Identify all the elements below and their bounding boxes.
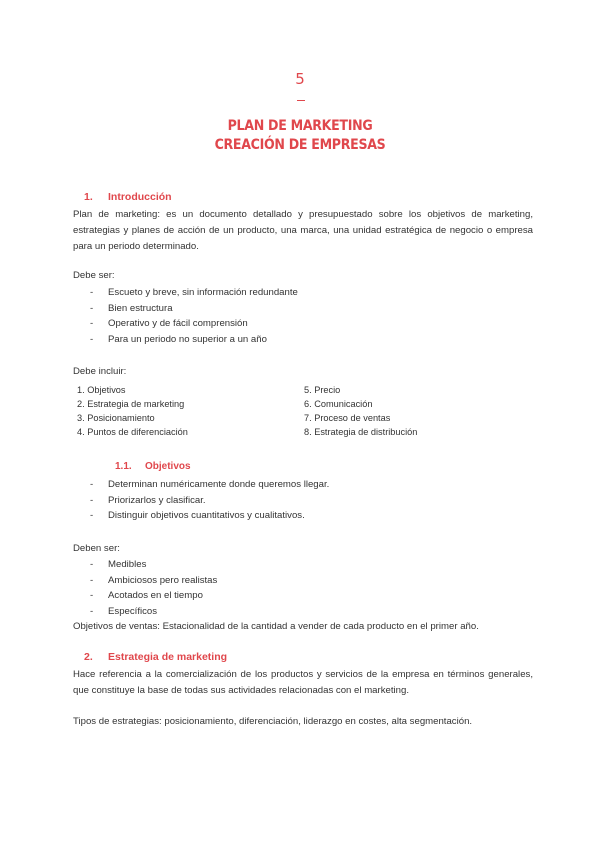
list-item: 1. Objetivos <box>77 385 126 395</box>
bullet-dash: - <box>90 333 94 345</box>
bullet-dash: - <box>90 494 94 506</box>
debe-ser-list <box>90 285 298 347</box>
list-item: - Ambiciosos pero realistas <box>90 573 217 589</box>
list-item: 6. Comunicación <box>304 399 373 409</box>
section-2-title: Estrategia de marketing <box>108 651 228 663</box>
list-item: 2. Estrategia de marketing <box>77 399 185 409</box>
list-item: 4. Puntos de diferenciación <box>77 427 188 437</box>
list-item: - Bien estructura <box>90 301 298 317</box>
bullet-dash: - <box>90 318 94 329</box>
page-number: 5 <box>295 70 305 88</box>
list-item: 7. Proceso de ventas <box>304 413 391 423</box>
objetivos-ventas: Objetivos de ventas: Estacionalidad de la cantidad a vender de cada producto en el primer año. <box>73 621 479 632</box>
list-item: - Escueto y breve, sin información redundante <box>90 285 298 301</box>
bullet-dash: - <box>90 605 94 617</box>
list-item: 3. Posicionamiento <box>77 413 155 423</box>
list-item: 5. Precio <box>304 385 341 395</box>
list-item: - Específicos <box>90 604 217 620</box>
list-item: - Operativo y de fácil comprensión <box>90 316 298 332</box>
debe-incluir-label: Debe incluir: <box>73 366 127 377</box>
list-item: - Medibles <box>90 557 217 573</box>
bullet-dash: - <box>90 559 94 570</box>
section-1-title: Introducción <box>108 191 172 203</box>
list-item: - Distinguir objetivos cuantitativos y cualitativos. <box>90 508 329 524</box>
debe-incluir-list-right <box>304 383 417 439</box>
list-item: - Para un periodo no superior a un año <box>90 332 298 348</box>
debe-ser-label: Debe ser: <box>73 270 115 281</box>
list-item: 8. Estrategia de distribución <box>304 427 418 437</box>
list-item: - Priorizarlos y clasificar. <box>90 493 329 509</box>
list-item: - Acotados en el tiempo <box>90 588 217 604</box>
page-number-rule <box>297 100 305 101</box>
bullet-dash: - <box>90 302 94 314</box>
deben-ser-label: Deben ser: <box>73 543 120 554</box>
tipos-estrategias: Tipos de estrategias: posicionamiento, diferenciación, liderazgo en costes, alta segmentación. <box>73 716 473 727</box>
section-2-number: 2. <box>84 651 93 663</box>
section-1-1-number: 1.1. <box>115 461 132 472</box>
objetivos-list <box>90 477 329 524</box>
section-1-number: 1. <box>84 191 93 203</box>
bullet-dash: - <box>90 479 94 490</box>
list-item: - Determinan numéricamente donde queremos llegar. <box>90 477 329 493</box>
bullet-dash: - <box>90 590 94 601</box>
section-1-paragraph: Plan de marketing: es un documento detallado y presupuestado sobre los objetivos de marketing, estrategias y planes de acción de un producto, una marca, una unidad estratégica de negocio o empresa para un periodo determinado. <box>73 209 533 252</box>
bullet-dash: - <box>90 510 94 521</box>
section-1-1-title: Objetivos <box>145 461 191 472</box>
section-2-paragraph: Hace referencia a la comercialización de los productos y servicios de la empresa en términos generales, que constituye la base de todas sus actividades relacionadas con el marketing. <box>73 669 533 696</box>
page-subtitle: CREACIÓN DE EMPRESAS <box>214 137 386 153</box>
page-title: PLAN DE MARKETING <box>227 118 373 134</box>
deben-ser-list <box>90 557 217 619</box>
bullet-dash: - <box>90 287 94 298</box>
bullet-dash: - <box>90 574 94 586</box>
debe-incluir-list-left <box>77 383 188 439</box>
